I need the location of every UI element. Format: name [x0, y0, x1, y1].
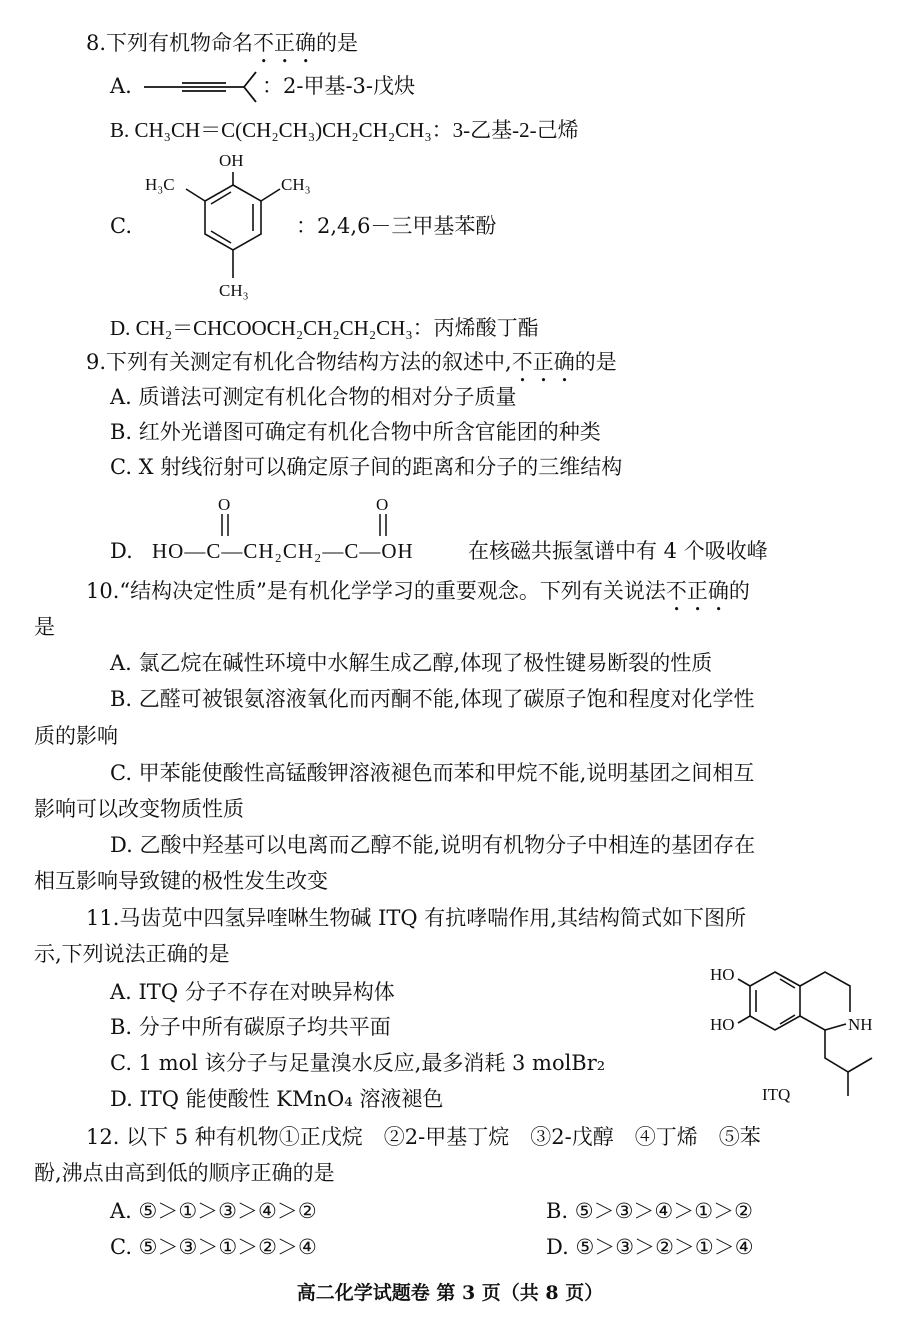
q8-emphasis: 不正确: [253, 31, 317, 55]
q9-option-c: C. X 射线衍射可以确定原子间的距离和分子的三维结构: [110, 455, 623, 479]
q10-option-d-line2: 相互影响导致键的极性发生改变: [34, 869, 328, 893]
q9-emphasis: 不正确: [511, 350, 575, 374]
q9-d-o2: O: [376, 495, 389, 514]
q8-option-a-label: A.: [110, 74, 132, 98]
q8-option-a-name: ：2-甲基-3-戊炔: [262, 74, 416, 98]
q8-option-b: B. CH₃CH＝C(CH₂CH₃)CH₂CH₂CH₃：3-乙基-2-己烯: [110, 118, 579, 142]
q11-stem-line1: 11.马齿苋中四氢异喹啉生物碱 ITQ 有抗哮喘作用,其结构简式如下图所: [86, 906, 746, 930]
q10-emphasis: 不正确: [665, 579, 729, 603]
q12-option-a: A. ⑤＞①＞③＞④＞②: [110, 1199, 317, 1223]
q10-option-b-line2: 质的影响: [34, 724, 118, 748]
q11-fig-nh: NH: [848, 1015, 873, 1034]
q8-c-h3c: H₃C: [145, 175, 175, 194]
q12-option-d: D. ⑤＞③＞②＞①＞④: [546, 1235, 754, 1259]
q10-option-b-line1: B. 乙醛可被银氨溶液氧化而丙酮不能,体现了碳原子饱和程度对化学性: [110, 687, 755, 711]
q8-stem: 8.下列有机物命名不正确的是: [86, 31, 359, 55]
q9-option-d-label: D.: [110, 539, 133, 563]
q8-c-ch3-bottom: CH₃: [219, 281, 249, 300]
q9-d-o1: O: [218, 495, 231, 514]
q11-option-d: D. ITQ 能使酸性 KMnO₄ 溶液褪色: [110, 1087, 444, 1111]
q11-itq-structure: [700, 950, 900, 1120]
q8-alkyne-structure: [144, 68, 264, 108]
q10-stem-line2: 是: [34, 615, 55, 639]
q11-fig-label: ITQ: [762, 1085, 791, 1104]
q9-stem: 9.下列有关测定有机化合物结构方法的叙述中,不正确的是: [86, 350, 617, 374]
q10-option-a: A. 氯乙烷在碱性环境中水解生成乙醇,体现了极性键易断裂的性质: [110, 651, 713, 675]
q11-option-a: A. ITQ 分子不存在对映异构体: [110, 980, 395, 1004]
q9-d-carbonyls: [200, 490, 420, 540]
q12-option-c: C. ⑤＞③＞①＞②＞④: [110, 1235, 317, 1259]
q10-option-c-line2: 影响可以改变物质性质: [34, 797, 244, 821]
q12-stem-line2: 酚,沸点由高到低的顺序正确的是: [34, 1161, 335, 1185]
page-footer: 高二化学试题卷 第 3 页（共 8 页）: [296, 1282, 604, 1304]
q11-fig-ho1: HO: [710, 965, 735, 984]
q11-option-b: B. 分子中所有碳原子均共平面: [110, 1015, 391, 1039]
q11-fig-ho2: HO: [710, 1015, 735, 1034]
q9-option-a: A. 质谱法可测定有机化合物的相对分子质量: [110, 385, 517, 409]
q8-option-d: D. CH₂＝CHCOOCH₂CH₂CH₂CH₃：丙烯酸丁酯: [110, 316, 539, 340]
q11-stem-line2: 示,下列说法正确的是: [34, 942, 230, 966]
q8-option-c-name: ：2,4,6－三甲基苯酚: [296, 214, 497, 238]
q8-c-oh: OH: [219, 151, 244, 170]
q9-option-b: B. 红外光谱图可确定有机化合物中所含官能团的种类: [110, 420, 601, 444]
q12-option-b: B. ⑤＞③＞④＞①＞②: [546, 1199, 753, 1223]
q10-stem: 10.“结构决定性质”是有机化学学习的重要观念。下列有关说法不正确的: [86, 579, 750, 603]
q10-option-c-line1: C. 甲苯能使酸性高锰酸钾溶液褪色而苯和甲烷不能,说明基团之间相互: [110, 761, 755, 785]
q8-c-ch3-right: CH₃: [281, 175, 311, 194]
q8-option-c-label: C.: [110, 214, 132, 238]
q9-d-formula: HO—C—CH₂CH₂—C—OH: [152, 539, 414, 563]
q12-stem-line1: 12. 以下 5 种有机物①正戊烷 ②2-甲基丁烷 ③2-戊醇 ④丁烯 ⑤苯: [86, 1125, 761, 1149]
q9-d-text: 在核磁共振氢谱中有 4 个吸收峰: [468, 539, 768, 563]
q10-option-d-line1: D. 乙酸中羟基可以电离而乙醇不能,说明有机物分子中相连的基团存在: [110, 833, 756, 857]
q11-option-c: C. 1 mol 该分子与足量溴水反应,最多消耗 3 molBr₂: [110, 1051, 606, 1075]
